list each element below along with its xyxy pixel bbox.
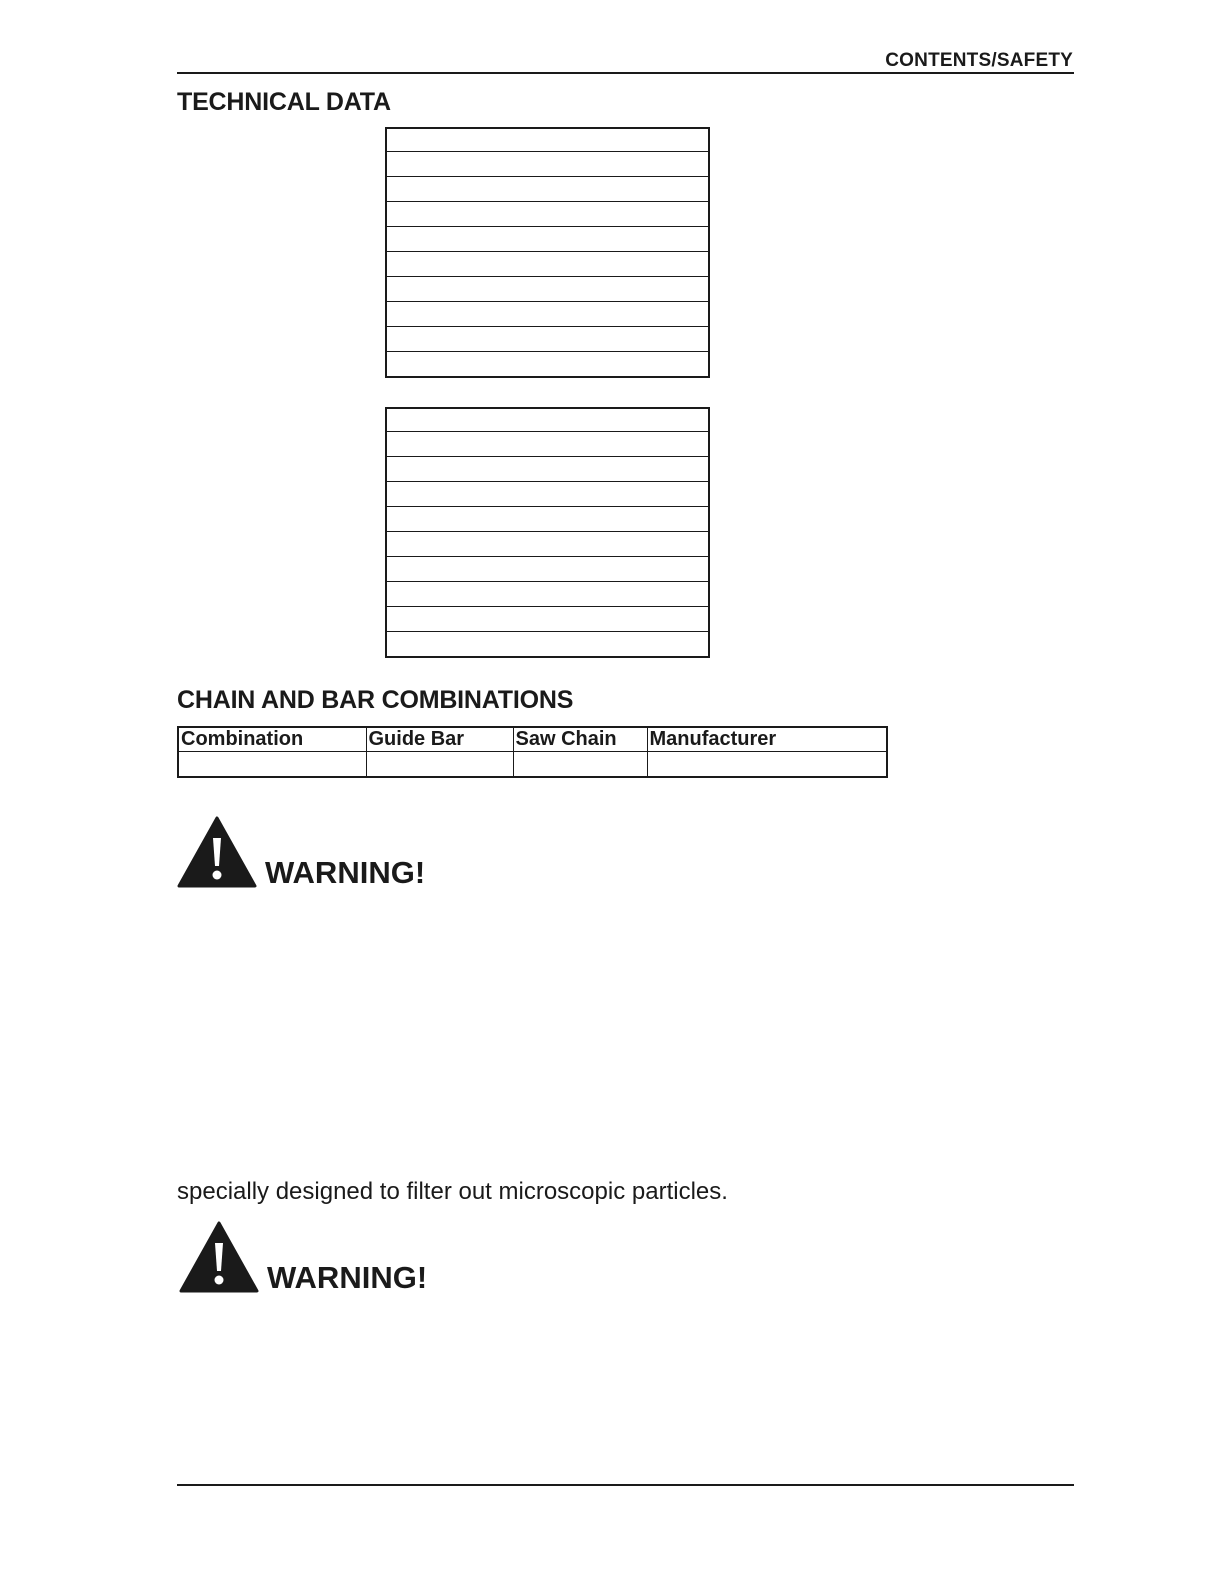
table-row bbox=[386, 128, 709, 152]
table-row bbox=[178, 752, 887, 778]
table-row bbox=[386, 302, 709, 327]
table-row bbox=[386, 632, 709, 658]
table-row bbox=[386, 432, 709, 457]
table-row bbox=[386, 227, 709, 252]
table-row bbox=[386, 252, 709, 277]
table-row bbox=[386, 607, 709, 632]
chain-bar-title: CHAIN AND BAR COMBINATIONS bbox=[177, 686, 574, 714]
technical-data-table-2 bbox=[385, 407, 710, 658]
technical-data-table-1 bbox=[385, 127, 710, 378]
column-header-saw-chain: Saw Chain bbox=[513, 727, 647, 752]
column-header-guide-bar: Guide Bar bbox=[366, 727, 513, 752]
table-row bbox=[386, 152, 709, 177]
table-row bbox=[386, 482, 709, 507]
footer-rule bbox=[177, 1484, 1074, 1486]
header-rule bbox=[177, 72, 1074, 74]
column-header-combination: Combination bbox=[178, 727, 366, 752]
warning-block-1 bbox=[177, 816, 425, 888]
section-header-label: CONTENTS/SAFETY bbox=[885, 50, 1073, 71]
table-row bbox=[386, 327, 709, 352]
technical-data-title: TECHNICAL DATA bbox=[177, 88, 391, 116]
table-row bbox=[386, 457, 709, 482]
table-row bbox=[386, 277, 709, 302]
warning-label: WARNING! bbox=[267, 1260, 428, 1295]
warning-label: WARNING! bbox=[265, 855, 426, 890]
table-cell bbox=[178, 752, 366, 778]
table-row bbox=[386, 408, 709, 432]
warning-triangle-icon bbox=[177, 816, 257, 888]
warning-block-2 bbox=[179, 1221, 427, 1293]
table-cell bbox=[513, 752, 647, 778]
table-cell bbox=[366, 752, 513, 778]
table-row bbox=[386, 352, 709, 378]
table-row bbox=[386, 507, 709, 532]
warning-triangle-icon bbox=[179, 1221, 259, 1293]
table-cell bbox=[647, 752, 887, 778]
table-row bbox=[386, 177, 709, 202]
table-row bbox=[386, 557, 709, 582]
table-row bbox=[386, 202, 709, 227]
body-paragraph: specially designed to filter out microscopic particles. bbox=[177, 1178, 728, 1205]
column-header-manufacturer: Manufacturer bbox=[647, 727, 887, 752]
table-header-row bbox=[178, 727, 887, 752]
table-row bbox=[386, 532, 709, 557]
chain-bar-table bbox=[177, 726, 888, 778]
table-row bbox=[386, 582, 709, 607]
